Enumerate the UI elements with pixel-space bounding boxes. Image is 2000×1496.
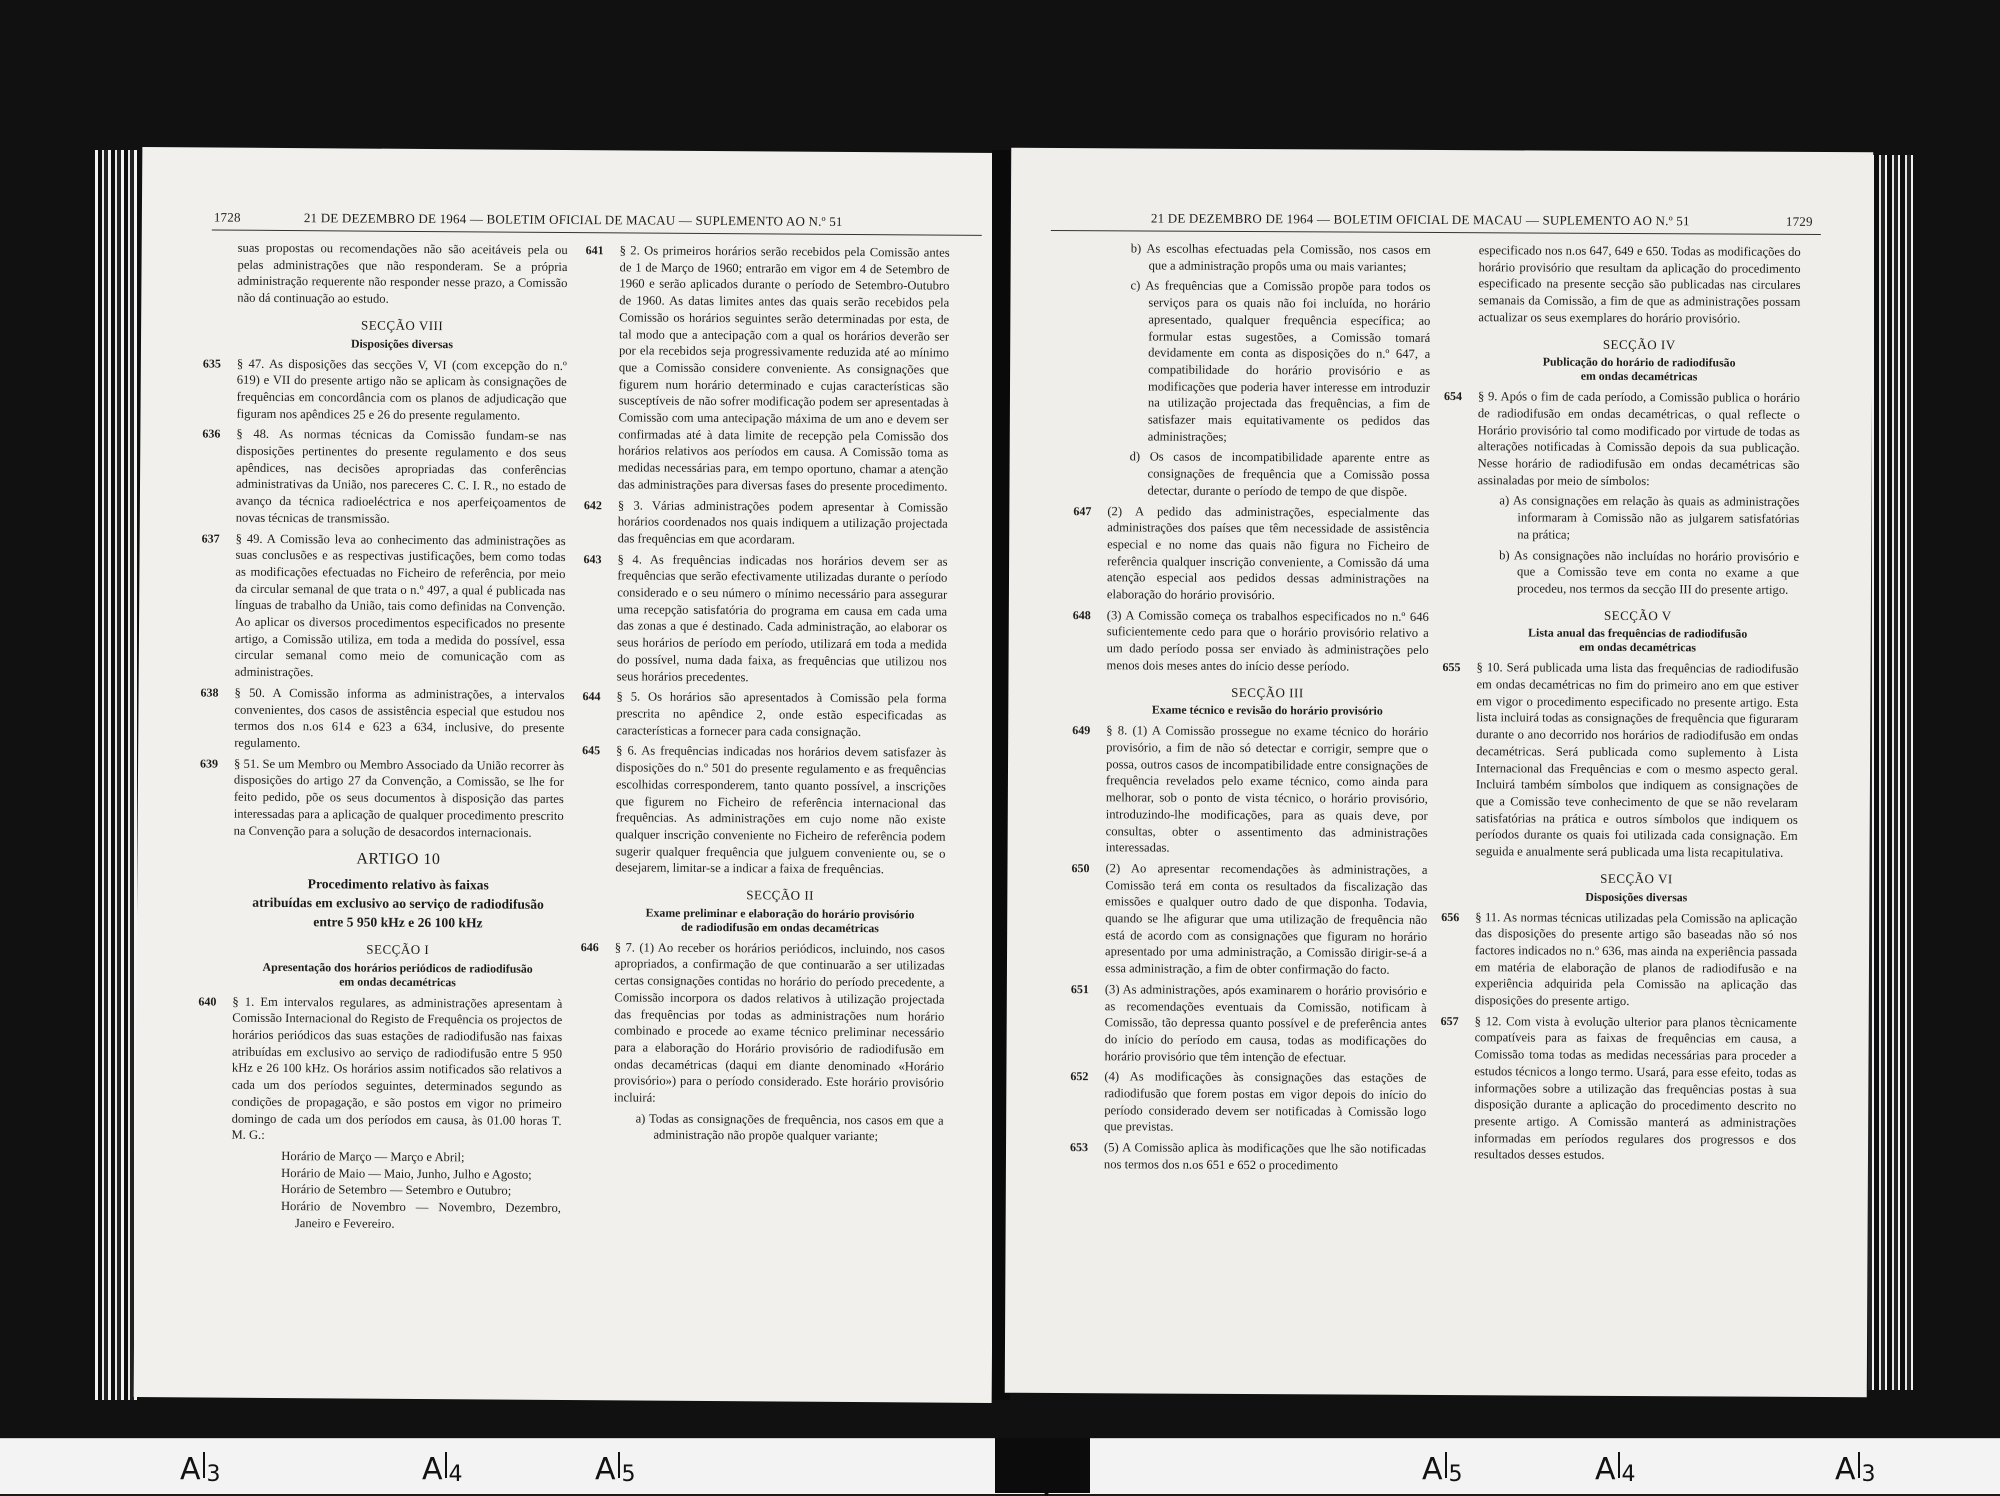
- film-frame-mark: [422, 1452, 463, 1487]
- running-head: 21 DE DEZEMBRO DE 1964 — BOLETIM OFICIAL DE MACAU — SUPLEMENTO AO N.º 51: [303, 210, 843, 229]
- paragraph-text: § 5. Os horários são apresentados à Comissão pela forma prescrita no apêndice 2, onde estão especificadas as características a fornecer para cada consignação.: [616, 689, 947, 739]
- mark-bar: [1618, 1452, 1620, 1478]
- paragraph-text: § 3. Várias administrações podem apresentar à Comissão horários coordenados nos quais indiquem a utilização projectada das frequências em que acordaram.: [617, 497, 948, 547]
- list-item: d) Os casos de incompatibilidade aparente entre as consignações de frequência que a Comissão possa detectar, durante o período de tempo de que dispõe.: [1129, 449, 1430, 499]
- article-subtitle-line: atribuídas em exclusivo ao serviço de radiodifusão: [252, 894, 544, 912]
- paragraph-number: 641: [585, 243, 604, 258]
- section-subtitle-line: Exame preliminar e elaboração do horário provisório: [645, 905, 915, 922]
- numbered-paragraph: [582, 743, 947, 879]
- left-arrow-icon: [1010, 1440, 1048, 1496]
- section-subtitle: Exame técnico e revisão do horário provisório: [1151, 702, 1383, 718]
- film-frame-mark: [595, 1452, 636, 1487]
- section-title: SECÇÃO I: [366, 941, 430, 957]
- paragraph-text: (3) As administrações, após examinarem o horário provisório e as recomendações eventuais da Comissão, notificam à Comissão, tão depressa quanto possível e de preferência antes do início do período em causa, todas as modificações do horário provisório que têm intenção de efectuar.: [1104, 982, 1427, 1065]
- mark-number: 5: [621, 1462, 636, 1487]
- list-item: b) As consignações não incluídas no horário provisório e que a Comissão teve em conta no exame a que procedeu, nos termos da secção III do presente artigo.: [1499, 547, 1800, 597]
- paragraph-number: 653: [1069, 1140, 1089, 1155]
- section-title: SECÇÃO VI: [1600, 870, 1673, 887]
- numbered-paragraph: [1441, 909, 1798, 1011]
- page-number: 1728: [213, 209, 241, 225]
- section-subtitle-line: em ondas decamétricas: [1579, 640, 1697, 655]
- paragraph-text: § 1. Em intervalos regulares, as administrações apresentam à Comissão Internacional do Registo de Frequência os projectos de horários periódicos das suas estações de radiodifusão nas faixas atribuídas em exclusivo ao serviço de radiodifusão entre 5 950 kHz e 26 100 kHz. Os horários assim notificados são relativos a cada um dos períodos seguintes, determinados segundo as condições de propagação, e são postos em vigor no primeiro domingo de cada um dos períodos em causa, às 01.00 horas T. M. G.:: [231, 994, 563, 1143]
- numbered-paragraph: [1071, 860, 1428, 979]
- numbered-paragraph: [580, 939, 945, 1108]
- paragraph-number: 638: [200, 685, 219, 700]
- paragraph-text: (3) A Comissão começa os trabalhos especificados no n.º 646 suficientemente cedo para que o horário provisório relativo a um dado período possa ser enviado às administrações pelo menos dois meses antes do início desse período.: [1106, 608, 1429, 674]
- paragraph-number: 644: [582, 689, 601, 704]
- page-number: 1729: [1785, 213, 1813, 229]
- paragraph-number: 646: [580, 939, 599, 954]
- paragraph-text: § 47. As disposições das secções V, VI (com excepção do n.º 619) e VII do presente artigo não se aplicam às consignações de frequências em concordância com os planos de adjudicação que figuram nos apêndices 25 e 26 do presente regulamento.: [236, 356, 567, 423]
- paragraph-number: 655: [1442, 660, 1461, 675]
- paragraph: suas propostas ou recomendações não são aceitáveis pela ou pelas administrações que não responderam. Se a própria administração requerente não responder nesse prazo, a Comissão não dá continuação ao estudo.: [237, 240, 568, 306]
- paragraph-number: 648: [1072, 607, 1091, 622]
- section-subtitle: [233, 959, 563, 989]
- mark-bar: [1445, 1452, 1447, 1478]
- paragraph-text: (2) A pedido das administrações, especialmente das administrações dos países que têm necessidade de assistência especial e no nome das quais não figura no Ficheiro de referência qualquer inscrição conveniente, a Comissão dá uma atenção especial aos pedidos dessas administrações na elaboração do horário provisório.: [1106, 503, 1430, 603]
- numbered-paragraph: [1440, 1013, 1797, 1165]
- paragraph-number: 656: [1441, 909, 1460, 924]
- running-head: 21 DE DEZEMBRO DE 1964 — BOLETIM OFICIAL DE MACAU — SUPLEMENTO AO N.º 51: [1150, 210, 1690, 229]
- numbered-paragraph: [1070, 981, 1427, 1066]
- mark-bar: [618, 1452, 620, 1478]
- list-item: b) As escolhas efectuadas pela Comissão, nos casos em que a administração propôs uma ou mais variantes;: [1130, 241, 1431, 274]
- numbered-paragraph: [202, 426, 567, 529]
- left-page-column-1: [198, 240, 568, 1234]
- paragraph-number: 652: [1070, 1069, 1089, 1084]
- numbered-paragraph: [585, 242, 950, 495]
- paragraph-text: (5) A Comissão aplica às modificações que lhe são notificadas nos termos dos n.os 651 e 652 o procedimento: [1103, 1140, 1427, 1173]
- numbered-paragraph: [200, 685, 565, 754]
- numbered-paragraph: [1442, 660, 1799, 862]
- list-item: a) As consignações em relação às quais as administrações informaram à Comissão não as julgarem satisfatórias na prática;: [1499, 493, 1800, 542]
- right-page-column-1: [1069, 240, 1431, 1178]
- section-subtitle: [615, 905, 945, 935]
- section-subtitle-line: Lista anual das frequências de radiodifusão: [1528, 625, 1748, 641]
- numbered-paragraph: [1443, 388, 1801, 490]
- paragraph-number: 639: [200, 756, 219, 771]
- mark-letter: A: [1835, 1452, 1856, 1487]
- paragraph-number: 657: [1440, 1013, 1459, 1028]
- left-page-column-2: [580, 242, 950, 1149]
- paragraph-number: 642: [583, 497, 602, 512]
- paragraph-number: 654: [1443, 389, 1463, 404]
- schedule-list-item: Horário de Setembro — Setembro e Outubro;: [281, 1182, 512, 1198]
- schedule-list-item: Horário de Novembro — Novembro, Dezembro, Janeiro e Fevereiro.: [280, 1199, 562, 1231]
- mark-number: 4: [1621, 1462, 1636, 1487]
- film-frame-mark: [1422, 1452, 1463, 1487]
- numbered-paragraph: [583, 551, 948, 687]
- section-title: SECÇÃO VIII: [360, 317, 444, 333]
- paragraph-number: 635: [202, 355, 221, 371]
- section-subtitle: Disposições diversas: [1585, 889, 1688, 904]
- left-page-edge-stack: [95, 150, 140, 1400]
- mark-number: 5: [1448, 1462, 1463, 1487]
- numbered-paragraph: [202, 355, 567, 424]
- paragraph-number: 651: [1070, 981, 1089, 996]
- numbered-paragraph: [1072, 607, 1429, 675]
- section-subtitle: [1477, 626, 1799, 656]
- section-subtitle-line: Publicação do horário de radiodifusão: [1542, 354, 1736, 370]
- schedule-list-item: Horário de Maio — Maio, Junho, Julho e Agosto;: [281, 1165, 532, 1182]
- section-title: SECÇÃO II: [746, 887, 815, 903]
- section-title: SECÇÃO III: [1231, 684, 1304, 700]
- numbered-paragraph: [1069, 1139, 1427, 1174]
- section-subtitle: [1478, 354, 1800, 384]
- paragraph-number: 649: [1072, 723, 1091, 738]
- paragraph-text: § 10. Será publicada uma lista das frequências de radiodifusão em ondas decamétricas no fim do primeiro ano em que estiver em vigor o procedimento especificado no presente artigo. Esta lista incluirá todas as consignações de frequência que figuraram durante o ano decorrido nos horários de radiodifusão em ondas decamétricas. Será publicada como suplemento à Lista Internacional das Frequências e com o mesmo aspecto geral. Incluirá também símbolos que indiquem as consignações de que a Comissão teve conhecimento de que se não revelaram satisfatórias na prática e outros símbolos que indiquem os períodos durante os quais foi utilizada cada consignação. Em seguida e anualmente será publicada uma lista recapitulativa.: [1475, 660, 1799, 860]
- section-subtitle: Disposições diversas: [350, 335, 454, 351]
- mark-letter: A: [422, 1452, 443, 1487]
- right-arrow-icon: [1045, 1440, 1083, 1496]
- mark-number: 3: [1861, 1462, 1876, 1487]
- paragraph: especificado nos n.os 647, 649 e 650. Todas as modificações do horário provisório que resultam da aplicação do procedimento especificado na presente secção são publicadas nas circulares semanais da Comissão, a fim de que as administrações possam actualizar os seus exemplares do horário provisório.: [1478, 243, 1801, 326]
- film-frame-mark: [1835, 1452, 1876, 1487]
- paragraph-text: § 8. (1) A Comissão prossegue no exame técnico do horário provisório, a fim de não só detectar e corrigir, sempre que o possa, outros casos de incompatibilidade entre consignações de frequência revelados pelo exame técnico, como ainda para melhorar, sob o ponto de vista técnico, o horário provisório, introduzindo-lhe modificações, para as quais deve, por consultas, obter o assentimento das administrações interessadas.: [1105, 723, 1429, 855]
- mark-bar: [1858, 1452, 1860, 1478]
- paragraph-text: § 11. As normas técnicas utilizadas pela Comissão na aplicação das disposições do presente artigo são baseadas não só nos factores indicados no n.º 636, mas ainda na experiência passada em matéria de elaboração de planos de radiodifusão e na experiência adquirida pela Comissão na aplicação das disposições do presente artigo.: [1474, 909, 1798, 1009]
- paragraph-number: 637: [201, 530, 220, 546]
- right-page-column-2: [1440, 242, 1801, 1169]
- section-title: SECÇÃO V: [1603, 607, 1672, 623]
- paragraph-number: 643: [583, 551, 602, 566]
- paragraph-text: § 7. (1) Ao receber os horários periódicos, incluindo, nos casos apropriados, a confirmação de que continuarão a ser utilizadas certas consignações contidas no horário do período precedente, a Comissão incorpora os dados relativos à utilização projectada das frequências por todas as administrações num horário combinado e procede ao exame técnico preliminar necessário para a elaboração do Horário provisório de radiodifusão em ondas decamétricas (daqui em diante denominado «Horário provisório») para o período considerado. Este horário provisório incluirá:: [613, 940, 945, 1105]
- film-frame-mark: [180, 1452, 221, 1487]
- mark-letter: A: [1422, 1452, 1443, 1487]
- numbered-paragraph: [1072, 723, 1429, 858]
- numbered-paragraph: [201, 530, 566, 683]
- numbered-paragraph: [583, 497, 948, 549]
- paragraph-text: § 51. Se um Membro ou Membro Associado da União recorrer às disposições do artigo 27 da Convenção, a Comissão, se lhe for feito pedido, põe os seus documentos à disposição das partes interessadas para a aplicação de qualquer procedimento prescrito na Convenção para a solução de desacordos internacionais.: [233, 756, 565, 840]
- paragraph-number: 647: [1073, 503, 1092, 518]
- section-subtitle-line: de radiodifusão em ondas decamétricas: [680, 919, 879, 935]
- right-page-edge-stack: [1868, 155, 1913, 1390]
- mark-letter: A: [1595, 1452, 1616, 1487]
- right-page: [1005, 148, 1874, 1397]
- film-frame-mark: [1595, 1452, 1636, 1487]
- article-subtitle: [233, 874, 563, 933]
- paragraph-text: § 50. A Comissão informa as administrações, a intervalos convenientes, dos casos de assistência especial que estudou nos termos dos n.os 614 e 623 a 634, inclusive, do presente regulamento.: [234, 685, 565, 751]
- mark-letter: A: [180, 1452, 201, 1487]
- numbered-paragraph: [1073, 503, 1430, 605]
- list-item: a) Todas as consignações de frequência, nos casos em que a administração não propõe qualquer variante;: [635, 1111, 944, 1144]
- mark-bar: [203, 1452, 205, 1478]
- mark-number: 4: [448, 1462, 463, 1487]
- paragraph-text: § 4. As frequências indicadas nos horários devem ser as frequências que serão efectivamente utilizadas durante o período considerado e o seu número o mínimo necessário para assegurar uma recepção satisfatória do programa em causa em cada uma das zonas a que é destinado. Cada administração, ao elaborar os seus horários de período em período, utilizará em toda a medida do possível, numa dada faixa, as frequências que utilizou nos seus horários precedentes.: [616, 552, 948, 684]
- article-title: ARTIGO 10: [356, 850, 441, 869]
- section-subtitle-line: Apresentação dos horários periódicos de radiodifusão: [262, 959, 533, 976]
- paragraph-text: § 12. Com vista à evolução ulterior para planos tècnicamente compatíveis para as faixas de frequências em causa, a Comissão toma todas as medidas necessárias para proceder a estudos técnicos a longo termo. Usará, para esse efeito, todas as informações sobre a utilização das frequências postas à sua disposição durante a aplicação do procedimento descrito no presente artigo. A Comissão manterá as administrações informadas em períodos regulares dos progressos e dos resultados desses estudos.: [1473, 1013, 1797, 1163]
- left-page: [134, 147, 1001, 1403]
- mark-letter: A: [595, 1452, 616, 1487]
- schedule-list-item: Horário de Março — Março e Abril;: [281, 1148, 465, 1165]
- numbered-paragraph: [198, 993, 563, 1146]
- section-subtitle-line: em ondas decamétricas: [1580, 368, 1698, 384]
- section-subtitle-line: em ondas decamétricas: [339, 974, 456, 989]
- article-subtitle-line: entre 5 950 kHz e 26 100 kHz: [313, 914, 483, 931]
- paragraph-text: § 2. Os primeiros horários serão recebidos pela Comissão antes de 1 de Março de 1960; entrarão em vigor em 4 de Setembro de 1960 e serão aplicados durante o período de Setembro-Outubro de 1960. As datas limites antes das quais serão recebidos pela Comissão os horários seguintes serão determinadas por esta, de tal modo que a antecipação com a qual os horários deverão ser por ela recebidos seja progressivamente reduzida até ao mínimo que a Comissão considere conveniente. As consignações que figurem num horário determinado e cujas características são susceptíveis de não sofrer modificação podem ser apresentadas à Comissão com uma antecipação máxima de um ano e devem ser confirmadas até à data limite de recepção pela Comissão dos horários relativos aos períodos em causa. A Comissão toma as medidas necessárias para, em tempo oportuno, chamar a atenção das administrações para diversas fases do presente procedimento.: [617, 243, 950, 494]
- paragraph-text: § 49. A Comissão leva ao conhecimento das administrações as suas conclusões e as respectivas justificações, bem como todas as modificações efectuadas no Ficheiro de referência, por meio da circular semanal de que trata o n.º 497, a qual é publicada nas línguas de trabalho da União, tais como definidas na Convenção. Ao aplicar os diversos procedimentos especificados no presente artigo, a Comissão utiliza, em toda a medida do possível, essa circular semanal como meio de comunicação com as administrações.: [234, 531, 566, 680]
- paragraph-number: 650: [1071, 860, 1090, 876]
- mark-bar: [445, 1452, 447, 1478]
- article-subtitle-line: Procedimento relativo às faixas: [307, 876, 489, 893]
- paragraph-text: § 9. Após o fim de cada período, a Comissão publica o horário de radiodifusão em ondas decamétricas, o qual reflecte o Horário provisório tal como modificado por virtude de todas as alterações notificadas à Comissão depois da sua publicação. Nesse horário de radiodifusão em ondas decamétricas são assinaladas por meio de símbolos:: [1477, 389, 1801, 488]
- paragraph-number: 640: [198, 994, 217, 1009]
- paragraph-number: 636: [202, 426, 221, 441]
- section-title: SECÇÃO IV: [1602, 336, 1676, 352]
- paragraph-text: (4) As modificações às consignações das estações de radiodifusão que forem postas em vigor depois do início do período considerado devem ser notificadas à Comissão logo que previstas.: [1104, 1069, 1427, 1135]
- mark-number: 3: [206, 1462, 221, 1487]
- list-item: c) As frequências que a Comissão propõe para todos os serviços para os quais não foi incluída, no horário apresentado, qualquer frequência específica; ao formular estas sugestões, a Comissão tomará devidamente em conta as disposições do n.º 647, a compatibilidade do horário provisório e as modificações que poderia haver interesse em introduzir na utilização projectada das frequências, a fim de satisfazer mais equitativamente os pedidos das administrações;: [1130, 278, 1431, 444]
- paragraph-text: § 6. As frequências indicadas nos horários devem satisfazer às disposições do n.º 501 do presente regulamento e as frequências escolhidas corresponderem, tanto quanto possível, a inscrições que figurem no Ficheiro de referência internacional das frequências. As administrações em cujo nome não existe qualquer inscrição conveniente no Ficheiro de referência podem sugerir qualquer frequência que julguem conveniente ou, se o desejarem, limitar-se a indicar a faixa de frequências.: [615, 743, 947, 877]
- paragraph-text: § 48. As normas técnicas da Comissão fundam-se nas disposições pertinentes do presente regulamento e dos seus apêndices, nas decisões apropriadas das conferências administrativas da União, nos pareceres C. C. I. R., no estado de avanço da técnica radioeléctrica e nos aperfeiçoamentos de novas técnicas de transmissão.: [235, 427, 567, 526]
- paragraph-number: 645: [582, 743, 601, 758]
- numbered-paragraph: [200, 755, 565, 841]
- numbered-paragraph: [582, 689, 947, 741]
- numbered-paragraph: [1070, 1069, 1427, 1137]
- paragraph-text: (2) Ao apresentar recomendações às administrações, a Comissão terá em conta os resultados da fiscalização das emissões e qualquer outro dado de que disponha. Todavia, quando se lhe afigurar que uma utilização de frequência não está de acordo com as consignações que figuram no horário apresentado por uma administração, a Comissão dirigir-se-á a essa administração, a fim de obter confirmação do facto.: [1104, 861, 1428, 977]
